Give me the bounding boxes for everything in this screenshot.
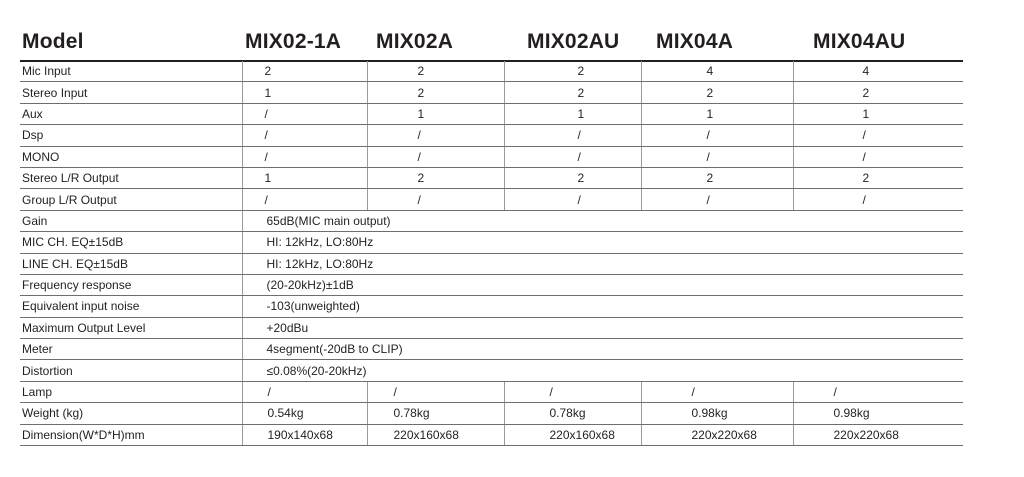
spec-value: 2 (504, 82, 641, 103)
spec-value: 1 (641, 103, 793, 124)
table-row (20, 274, 963, 295)
spec-value: 2 (504, 61, 641, 82)
table-row (20, 146, 963, 167)
spec-label: Frequency response (20, 274, 242, 295)
spec-value: 220x160x68 (504, 424, 641, 445)
spec-value: 4segment(-20dB to CLIP) (242, 339, 963, 360)
spec-value: 2 (793, 167, 963, 188)
spec-value: / (793, 146, 963, 167)
spec-value: / (793, 381, 963, 402)
spec-value: / (641, 125, 793, 146)
spec-label: Stereo L/R Output (20, 167, 242, 188)
spec-value: -103(unweighted) (242, 296, 963, 317)
table-row (20, 424, 963, 445)
spec-label: Mic Input (20, 61, 242, 82)
model-label: Model (22, 30, 84, 53)
model-name: MIX02-1A (245, 30, 342, 53)
spec-label: Gain (20, 210, 242, 231)
spec-value: HI: 12kHz, LO:80Hz (242, 232, 963, 253)
spec-value: / (504, 125, 641, 146)
spec-value: / (242, 125, 367, 146)
spec-value: / (367, 381, 504, 402)
table-row (20, 189, 963, 210)
table-row (20, 253, 963, 274)
spec-value: 2 (367, 167, 504, 188)
spec-value: / (367, 125, 504, 146)
spec-value: HI: 12kHz, LO:80Hz (242, 253, 963, 274)
table-row (20, 317, 963, 338)
spec-value: 220x160x68 (367, 424, 504, 445)
spec-label: Lamp (20, 381, 242, 402)
spec-table (20, 61, 963, 446)
spec-value: 2 (242, 61, 367, 82)
spec-value: / (242, 189, 367, 210)
spec-label: Stereo Input (20, 82, 242, 103)
spec-label: Equivalent input noise (20, 296, 242, 317)
spec-value: / (504, 189, 641, 210)
spec-value: 2 (367, 61, 504, 82)
spec-value: 1 (367, 103, 504, 124)
spec-value: / (242, 381, 367, 402)
spec-value: 4 (641, 61, 793, 82)
spec-label: Weight (kg) (20, 403, 242, 424)
spec-label: Maximum Output Level (20, 317, 242, 338)
model-name: MIX02A (376, 30, 454, 53)
spec-value: / (641, 189, 793, 210)
spec-value: / (242, 103, 367, 124)
spec-value: 4 (793, 61, 963, 82)
table-row (20, 339, 963, 360)
table-row (20, 103, 963, 124)
spec-label: Group L/R Output (20, 189, 242, 210)
spec-value: / (793, 189, 963, 210)
spec-value: / (641, 381, 793, 402)
spec-value: 1 (242, 167, 367, 188)
spec-value: 0.54kg (242, 403, 367, 424)
spec-value: / (504, 146, 641, 167)
spec-label: MONO (20, 146, 242, 167)
spec-value: 2 (793, 82, 963, 103)
spec-value: 190x140x68 (242, 424, 367, 445)
spec-value: 220x220x68 (793, 424, 963, 445)
spec-value: 2 (641, 82, 793, 103)
table-row (20, 296, 963, 317)
spec-value: +20dBu (242, 317, 963, 338)
spec-value: 1 (504, 103, 641, 124)
spec-value: / (641, 146, 793, 167)
spec-value: 0.98kg (641, 403, 793, 424)
table-row (20, 167, 963, 188)
table-row (20, 381, 963, 402)
spec-label: Dsp (20, 125, 242, 146)
spec-value: 220x220x68 (641, 424, 793, 445)
spec-value: 65dB(MIC main output) (242, 210, 963, 231)
spec-value: / (242, 146, 367, 167)
spec-value: 1 (793, 103, 963, 124)
table-row (20, 125, 963, 146)
spec-value: / (504, 381, 641, 402)
spec-value: / (367, 189, 504, 210)
spec-label: Dimension(W*D*H)mm (20, 424, 242, 445)
spec-label: MIC CH. EQ±15dB (20, 232, 242, 253)
spec-value: 2 (641, 167, 793, 188)
spec-value: (20-20kHz)±1dB (242, 274, 963, 295)
spec-label: LINE CH. EQ±15dB (20, 253, 242, 274)
spec-label: Distortion (20, 360, 242, 381)
model-name: MIX04A (656, 30, 734, 53)
spec-value: ≤0.08%(20-20kHz) (242, 360, 963, 381)
table-row (20, 360, 963, 381)
spec-value: 2 (367, 82, 504, 103)
spec-value: / (367, 146, 504, 167)
spec-value: 1 (242, 82, 367, 103)
spec-value: / (793, 125, 963, 146)
spec-label: Meter (20, 339, 242, 360)
model-name: MIX02AU (527, 30, 620, 53)
spec-value: 0.78kg (367, 403, 504, 424)
model-name: MIX04AU (813, 30, 906, 53)
spec-value: 2 (504, 167, 641, 188)
spec-value: 0.98kg (793, 403, 963, 424)
table-row (20, 403, 963, 424)
spec-label: Aux (20, 103, 242, 124)
spec-value: 0.78kg (504, 403, 641, 424)
table-row (20, 232, 963, 253)
table-row (20, 210, 963, 231)
model-header-row (0, 30, 1024, 60)
table-row (20, 61, 963, 82)
table-row (20, 82, 963, 103)
